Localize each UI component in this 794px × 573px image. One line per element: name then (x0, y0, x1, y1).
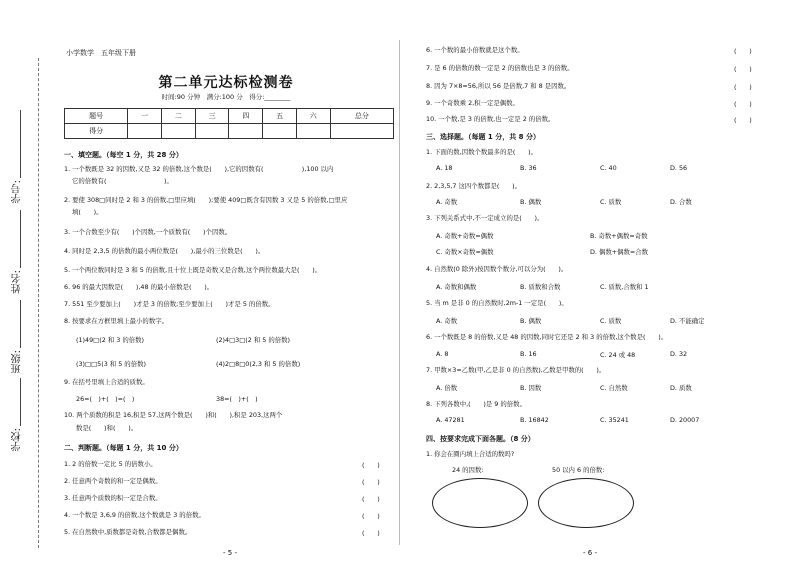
section-1-heading: 一、填空题。（每空 1 分，共 28 分） (64, 151, 183, 159)
section-4-heading: 四、按要求完成下面各题。（8 分） (426, 435, 535, 443)
question-text: 7. 551 至少要加上( )才是 3 的倍数;至少要加上( )才是 5 的倍数。 (64, 300, 275, 308)
choice-option[interactable]: D. 20007 (670, 416, 700, 424)
choice-option[interactable]: D. 偶数+偶数=合数 (590, 248, 649, 256)
question-text: 4. 同时是 2,3,5 的倍数的最小两位数是( ),最小的三位数是( )。 (64, 247, 265, 255)
choice-option[interactable]: C. 自然数 (600, 384, 628, 392)
choice-option[interactable]: C. 奇数×奇数=偶数 (436, 248, 494, 256)
choice-option[interactable]: B. 奇数+偶数=奇数 (590, 232, 648, 240)
choice-option[interactable]: D. 32 (670, 350, 688, 358)
choice-question: 6. 一个数既是 8 的倍数,又是 48 的因数,同时它还是 2 和 3 的倍数,这个数是( )。 (426, 333, 668, 341)
choice-option[interactable]: B. 因数 (520, 384, 542, 392)
choice-option[interactable]: D. 不能确定 (670, 317, 705, 325)
section-2-heading: 二、判断题。（每题 1 分，共 10 分） (64, 444, 183, 452)
answer-paren[interactable]: ( ) (362, 529, 380, 537)
judge-item: 6. 一个数的最小倍数就是这个数。 (426, 46, 524, 54)
choice-option[interactable]: C. 24 或 48 (600, 351, 636, 359)
q8-item: (3)□□5(3 和 5 的倍数) (76, 360, 146, 368)
choice-question: 5. 当 m 是非 0 的自然数时,2m-1 一定是( )。 (426, 299, 568, 307)
choice-option[interactable]: A. 奇数 (436, 317, 458, 325)
judge-item: 2. 任意两个奇数的和一定是偶数。 (64, 477, 162, 485)
name-blank[interactable] (20, 210, 21, 268)
choice-question: 1. 下面的数,因数个数最多的是( )。 (426, 148, 538, 156)
answer-paren[interactable]: ( ) (362, 478, 380, 486)
q9-item: 26=( )+( )=( ) (76, 395, 135, 403)
binding-margin (0, 0, 52, 573)
question-text: 6. 96 的最大因数是( ),48 的最小倍数是( )。 (64, 283, 214, 291)
score-cell: 三 (195, 109, 229, 124)
q8-item: (4)2□8□0(2,3 和 5 的倍数) (216, 360, 301, 368)
score-cell: 二 (162, 109, 196, 124)
question-text: 它的倍数有( )。 (72, 177, 173, 185)
choice-option[interactable]: A. 奇数+奇数=偶数 (436, 232, 494, 240)
question-text: 5. 一个两位数同时是 3 和 5 的倍数,且十位上既是奇数又是合数,这个两位数最大是( )。 (64, 266, 322, 274)
question-text: 数是( )和( )。 (76, 424, 138, 432)
choice-option[interactable]: A. 奇数 (436, 198, 458, 206)
judge-item: 8. 因为 7×8=56,所以 56 是倍数,7 和 8 是因数。 (426, 82, 571, 90)
answer-paren[interactable]: ( ) (362, 512, 380, 520)
choice-option[interactable]: C. 质数 (600, 317, 622, 325)
section-3-heading: 三、选择题。（每题 1 分，共 8 分） (426, 133, 540, 141)
score-input-cell[interactable] (330, 124, 393, 139)
choice-option[interactable]: C. 质数 (600, 198, 622, 206)
choice-option[interactable]: A. 倍数 (436, 384, 458, 392)
answer-paren[interactable]: ( ) (734, 116, 752, 124)
choice-option[interactable]: C. 35241 (600, 416, 629, 424)
exam-title: 第二单元达标检测卷 (158, 75, 294, 91)
school-blank[interactable] (20, 378, 21, 426)
right-page (400, 0, 794, 573)
answer-paren[interactable]: ( ) (362, 495, 380, 503)
answer-paren[interactable]: ( ) (362, 461, 380, 469)
score-cell: 题号 (65, 109, 128, 124)
choice-option[interactable]: A. 奇数和偶数 (436, 283, 477, 291)
score-input-cell[interactable] (195, 124, 229, 139)
answer-paren[interactable]: ( ) (734, 83, 752, 91)
choice-option[interactable]: B. 质数和合数 (520, 283, 561, 291)
score-cell: 总分 (330, 109, 393, 124)
score-table (64, 108, 394, 139)
name-label: 姓名: (12, 270, 23, 294)
judge-item: 10. 一个数,是 3 的倍数,也一定是 2 的倍数。 (426, 115, 555, 123)
choice-option[interactable]: A. 47281 (436, 416, 465, 424)
choice-option[interactable]: D. 质数 (670, 384, 692, 392)
page-number: - 5 - (223, 549, 237, 557)
score-input-cell[interactable] (229, 124, 263, 139)
judge-item: 7. 是 6 的倍数的数一定是 2 的倍数也是 3 的倍数。 (426, 64, 574, 72)
choice-option[interactable]: B. 36 (520, 164, 537, 172)
class-label: 班级: (12, 350, 23, 374)
judge-item: 1. 2 的倍数一定比 5 的倍数小。 (64, 460, 157, 468)
choice-question: 4. 自然数(0 除外)按因数个数分,可以分为( )。 (426, 265, 568, 273)
question-text: 2. 要使 308□同时是 2 和 3 的倍数,□里应填( );要使 409□既含有因数 3 又是 5 的倍数,□里应 (64, 196, 348, 204)
question-text: 10. 两个质数的积是 16,积是 57,这两个数是( )和( ),积是 203,这两个 (64, 411, 283, 419)
binding-dashed-line (38, 58, 39, 548)
choice-question: 2. 2,3,5,7 这四个数都是( )。 (426, 182, 522, 190)
question-text: 9. 在括号里填上合适的质数。 (64, 378, 149, 386)
score-input-cell[interactable] (162, 124, 196, 139)
score-input-cell[interactable] (128, 124, 162, 139)
answer-paren[interactable]: ( ) (734, 100, 752, 108)
choice-option[interactable]: C. 质数,合数和 1 (600, 283, 649, 291)
q8-item: (1)49□(2 和 3 的倍数) (76, 336, 144, 344)
subject-header: 小学数学 五年级下册 (66, 49, 136, 57)
answer-paren[interactable]: ( ) (734, 47, 752, 55)
student-id-blank[interactable] (20, 110, 21, 178)
class-blank[interactable] (20, 300, 21, 348)
student-id-label: 学号: (12, 180, 23, 204)
judge-item: 9. 一个奇数乘 2,积一定是偶数。 (426, 99, 519, 107)
choice-option[interactable]: B. 16842 (520, 416, 549, 424)
q8-item: (2)4□3□(2 和 5 的倍数) (216, 336, 291, 344)
page-number: - 6 - (583, 549, 597, 557)
school-label: 学校: (12, 428, 23, 452)
score-cell: 一 (128, 109, 162, 124)
question-text: 1. 你会在圈内填上合适的数吗? (426, 450, 515, 458)
score-table-header-row (65, 109, 394, 124)
question-text: 填( )。 (72, 208, 103, 216)
score-cell: 四 (229, 109, 263, 124)
choice-question: 3. 下列关系式中,不一定成立的是( )。 (426, 214, 544, 222)
question-text: 1. 一个数既是 32 的因数,又是 32 的倍数,这个数是( ),它的因数有( ),100 以内 (64, 165, 334, 173)
q9-item: 38=( )+( ) (216, 395, 258, 403)
exam-info: 时间:90 分钟 满分:100 分 得分:________ (161, 93, 291, 101)
choice-option[interactable]: D. 56 (670, 164, 688, 172)
choice-question: 8. 下列各数中,( )是 9 的倍数。 (426, 400, 526, 408)
score-cell: 五 (263, 109, 297, 124)
score-input-cell[interactable] (263, 124, 297, 139)
answer-ellipse[interactable] (432, 478, 528, 528)
score-cell: 六 (296, 109, 330, 124)
answer-ellipse[interactable] (538, 478, 634, 528)
choice-option[interactable]: B. 16 (520, 350, 537, 358)
choice-question: 7. 甲数×3=乙数(甲,乙是非 0 的自然数),乙数是甲数的( )。 (426, 366, 606, 374)
question-text: 3. 一个合数至少有( )个因数,一个质数有( )个因数。 (64, 228, 232, 236)
question-text: 8. 按要求在方框里填上最小的数字。 (64, 317, 168, 325)
circle-label: 50 以内 6 的倍数: (552, 466, 605, 474)
score-table-score-row (65, 124, 394, 139)
score-cell: 得分 (65, 124, 128, 139)
judge-item: 3. 任意两个质数的积一定是合数。 (64, 494, 162, 502)
choice-option[interactable]: A. 18 (436, 164, 453, 172)
judge-item: 4. 一个数是 3,6,9 的倍数,这个数就是 3 的倍数。 (64, 511, 205, 519)
score-input-cell[interactable] (296, 124, 330, 139)
choice-option[interactable]: B. 偶数 (520, 198, 542, 206)
judge-item: 5. 在自然数中,质数都是奇数,合数都是偶数。 (64, 528, 192, 536)
choice-option[interactable]: B. 偶数 (520, 317, 542, 325)
choice-option[interactable]: C. 40 (600, 164, 617, 172)
choice-option[interactable]: A. 8 (436, 350, 449, 358)
answer-paren[interactable]: ( ) (734, 65, 752, 73)
choice-option[interactable]: D. 合数 (670, 198, 692, 206)
circle-label: 24 的因数: (452, 466, 484, 474)
